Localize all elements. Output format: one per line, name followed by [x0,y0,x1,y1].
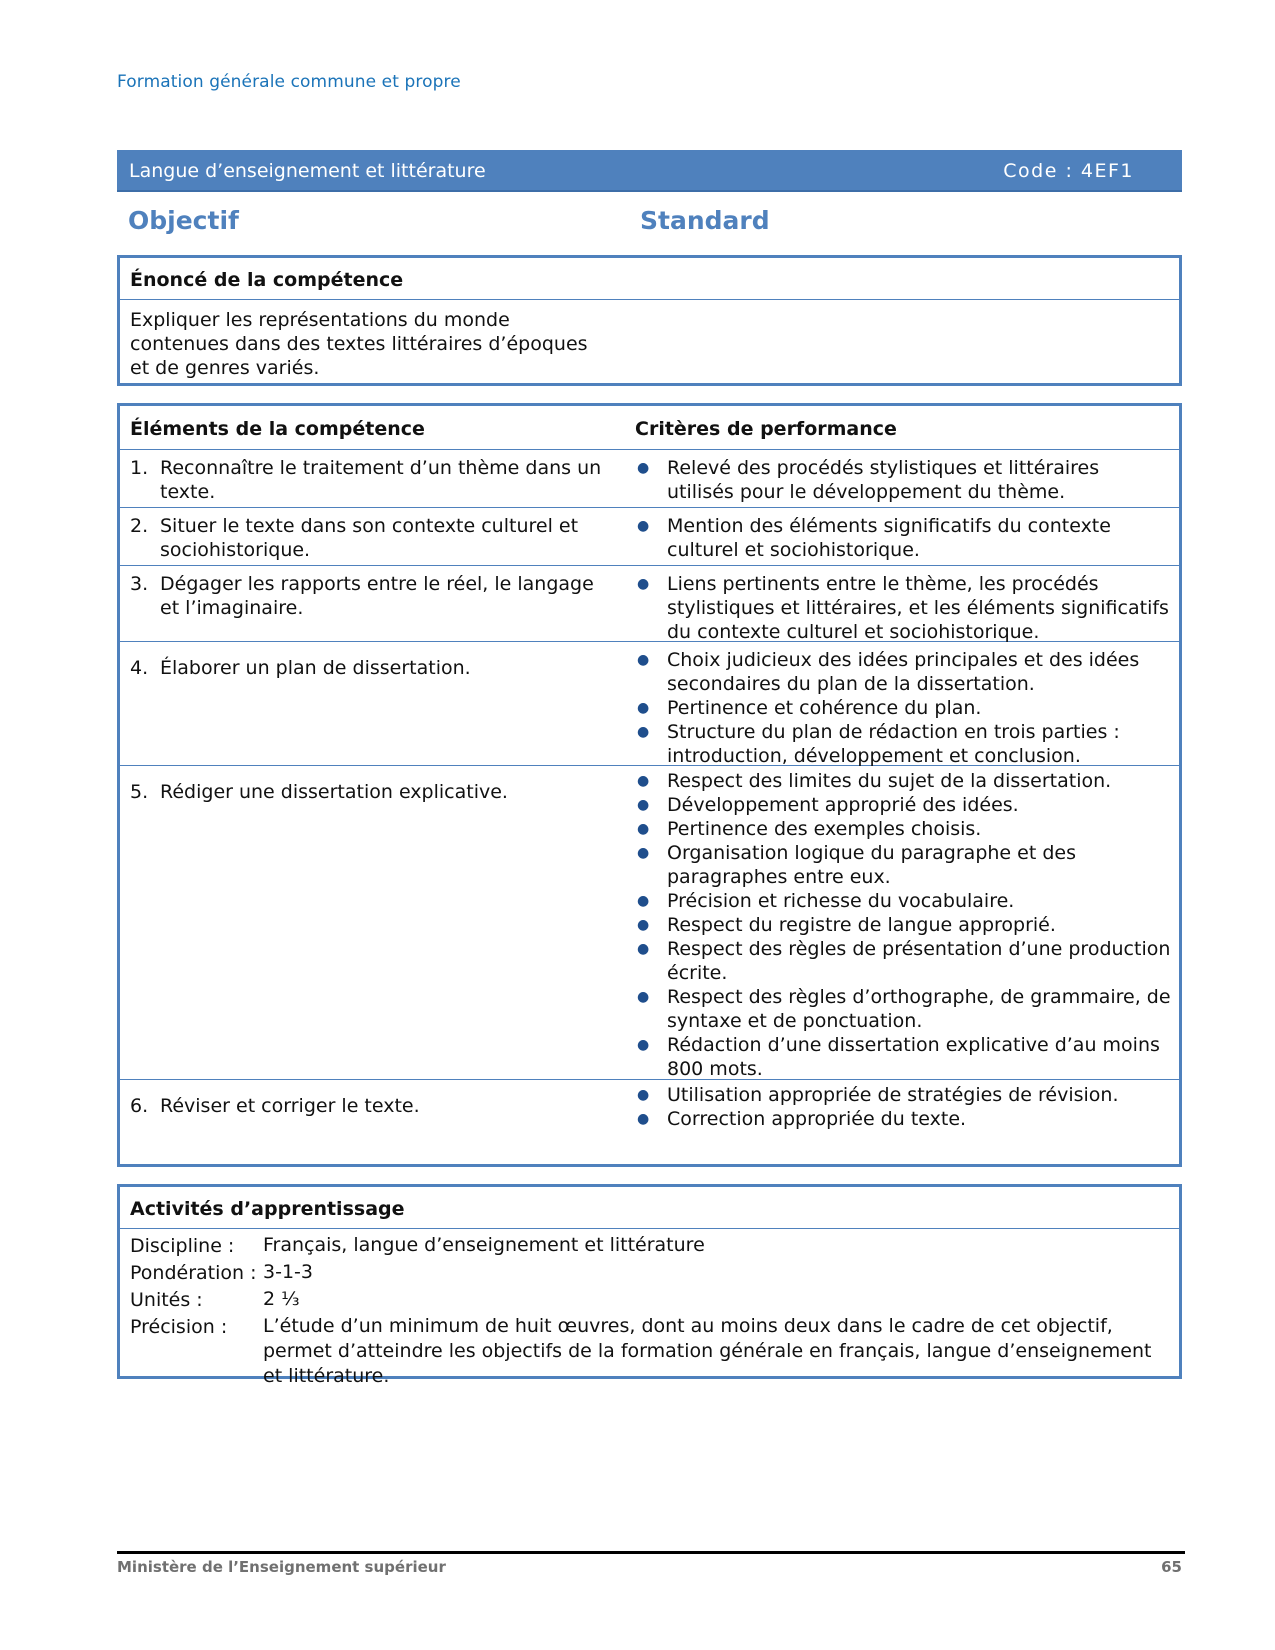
course-header-bar [117,150,1182,192]
criteria-item [635,841,1171,889]
criteria-list [635,514,1171,562]
table-body [120,450,1179,1136]
element-text: Élaborer un plan de dissertation. [160,657,471,679]
bullet-icon: ● [637,917,650,933]
criteria-item [635,514,1171,562]
table-row [120,566,1179,642]
element-text: Reconnaître le traitement d’un thème dans un texte. [160,457,602,503]
footer-divider [117,1551,1185,1554]
element-item [130,572,615,620]
criteria-list [635,1083,1171,1131]
objectif-label: Objectif [128,206,239,235]
criteria-text: Respect des règles de présentation d’une production écrite. [667,938,1171,984]
table-row [120,450,1179,508]
element-number: 4. [130,657,149,679]
criteria-item [635,817,1171,841]
criteria-cell [625,642,1179,765]
activite-label: Unités : [130,1289,203,1311]
bullet-icon: ● [637,845,650,861]
criteria-list [635,769,1171,1081]
criteria-list [635,456,1171,504]
activite-row [130,1314,1169,1389]
criteria-text: Correction appropriée du texte. [667,1108,967,1130]
element-text: Situer le texte dans son contexte culturel et sociohistorique. [160,515,579,561]
criteria-text: Précision et richesse du vocabulaire. [667,890,1015,912]
course-title: Langue d’enseignement et littérature [129,160,486,182]
element-text: Réviser et corriger le texte. [160,1095,420,1117]
activite-label: Pondération : [130,1262,257,1284]
activites-heading: Activités d’apprentissage [120,1187,1179,1229]
criteria-item [635,985,1171,1033]
criteria-item [635,696,1171,720]
criteria-text: Relevé des procédés stylistiques et littéraires utilisés pour le développement du thème. [667,457,1100,503]
criteria-text: Organisation logique du paragraphe et des paragraphes entre eux. [667,842,1076,888]
bullet-icon: ● [637,460,650,476]
footer-publisher: Ministère de l’Enseignement supérieur [117,1558,446,1576]
element-number: 6. [130,1095,149,1117]
element-text: Dégager les rapports entre le réel, le langage et l’imaginaire. [160,573,594,619]
bullet-icon: ● [637,773,650,789]
page-number: 65 [1161,1558,1182,1576]
activite-label: Précision : [130,1316,228,1338]
criteria-text: Pertinence et cohérence du plan. [667,697,982,719]
element-number: 2. [130,515,149,537]
element-text: Rédiger une dissertation explicative. [160,781,508,803]
bullet-icon: ● [637,821,650,837]
criteria-text: Respect des règles d’orthographe, de grammaire, de syntaxe et de ponctuation. [667,986,1171,1032]
bullet-icon: ● [637,1087,650,1103]
criteria-item [635,913,1171,937]
element-item [130,656,615,680]
criteria-text: Respect du registre de langue approprié. [667,914,1056,936]
criteria-text: Mention des éléments significatifs du contexte culturel et sociohistorique. [667,515,1111,561]
element-item [130,456,615,504]
bullet-icon: ● [637,652,650,668]
element-cell [120,642,625,765]
bullet-icon: ● [637,893,650,909]
criteria-item [635,937,1171,985]
element-cell [120,566,625,641]
activites-list [120,1229,1179,1393]
element-number: 5. [130,781,149,803]
criteria-text: Rédaction d’une dissertation explicative d’au moins 800 mots. [667,1034,1160,1080]
criteria-text: Développement approprié des idées. [667,794,1019,816]
element-number: 1. [130,457,149,479]
element-item [130,1094,615,1118]
element-item [130,780,615,804]
element-cell [120,508,625,565]
enonce-box [117,255,1182,386]
table-row [120,508,1179,566]
bullet-icon: ● [637,576,650,592]
criteria-text: Respect des limites du sujet de la dissertation. [667,770,1112,792]
criteria-item [635,769,1171,793]
criteria-list [635,648,1171,768]
table-header-row [120,406,1179,450]
criteria-item [635,793,1171,817]
bullet-icon: ● [637,724,650,740]
criteria-cell [625,566,1179,641]
criteria-item [635,720,1171,768]
criteria-list [635,572,1171,644]
criteria-item [635,648,1171,696]
activite-value: Français, langue d’enseignement et littérature [263,1234,705,1256]
table-row [120,642,1179,766]
element-number: 3. [130,573,149,595]
activite-label: Discipline : [130,1235,235,1257]
criteria-heading: Critères de performance [635,418,897,440]
criteria-item [635,889,1171,913]
criteria-cell [625,450,1179,507]
activites-box [117,1184,1182,1387]
criteria-cell [625,508,1179,565]
criteria-text: Liens pertinents entre le thème, les procédés stylistiques et littéraires, et les éléments significatifs du contexte culturel et sociohistorique. [667,573,1169,643]
criteria-text: Pertinence des exemples choisis. [667,818,982,840]
criteria-item [635,1083,1171,1107]
table-row [120,1080,1179,1136]
criteria-cell [625,1080,1179,1136]
element-item [130,514,615,562]
course-code: Code : 4EF1 [1003,160,1134,182]
bullet-icon: ● [637,518,650,534]
criteria-text: Choix judicieux des idées principales et des idées secondaires du plan de la dissertation. [667,649,1140,695]
activite-value: L’étude d’un minimum de huit œuvres, dont au moins deux dans le cadre de cet objectif, permet d’atteindre les objectifs de la formation générale en français, langue d’enseignement et littérature. [263,1315,1152,1387]
bullet-icon: ● [637,700,650,716]
elements-heading: Éléments de la compétence [130,418,425,440]
elements-criteria-table [117,403,1182,1167]
element-cell [120,450,625,507]
activite-row [130,1287,1169,1314]
bullet-icon: ● [637,797,650,813]
enonce-text: Expliquer les représentations du monde contenues dans des textes littéraires d’époques et de genres variés. [130,309,588,379]
bullet-icon: ● [637,1111,650,1127]
criteria-text: Structure du plan de rédaction en trois parties : introduction, développement et conclusion. [667,721,1120,767]
enonce-heading: Énoncé de la compétence [120,258,1179,300]
element-cell [120,766,625,1079]
table-row [120,766,1179,1080]
running-header: Formation générale commune et propre [117,72,461,92]
activite-value: 3-1-3 [263,1261,313,1283]
activite-row [130,1233,1169,1260]
criteria-item [635,1107,1171,1131]
standard-label: Standard [640,206,770,235]
criteria-item [635,1033,1171,1081]
activite-row [130,1260,1169,1287]
activite-value: 2 ⅓ [263,1288,300,1310]
element-cell [120,1080,625,1136]
bullet-icon: ● [637,941,650,957]
criteria-text: Utilisation appropriée de stratégies de révision. [667,1084,1119,1106]
criteria-cell [625,766,1179,1079]
bullet-icon: ● [637,1037,650,1053]
bullet-icon: ● [637,989,650,1005]
criteria-item [635,572,1171,644]
criteria-item [635,456,1171,504]
